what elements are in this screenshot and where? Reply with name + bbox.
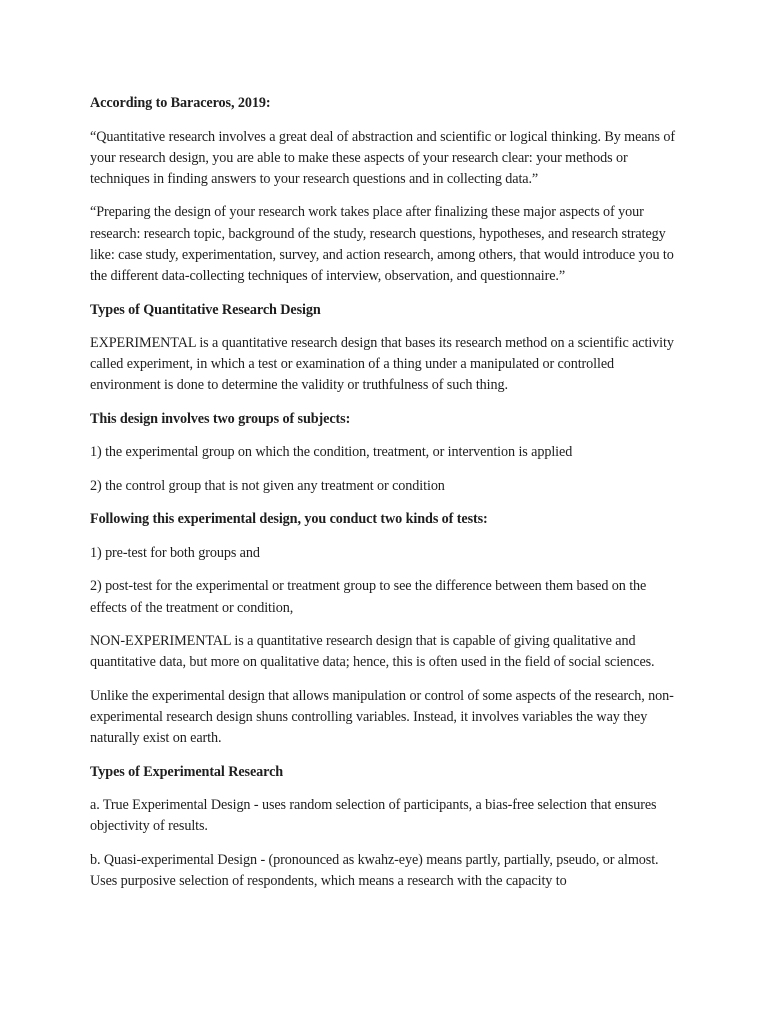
subheading-two-groups: This design involves two groups of subjects: — [90, 410, 351, 427]
true-experimental-item: a. True Experimental Design - uses random selection of participants, a bias-free selection that ensures objectivity of results. — [90, 797, 657, 835]
non-experimental-definition: NON-EXPERIMENTAL is a quantitative research design that is capable of giving qualitative and quantitative data, but more on qualitative data; hence, this is often used in the field of social sciences. — [90, 633, 655, 671]
section-heading-experimental-types: Types of Experimental Research — [90, 763, 284, 780]
list-item-test-1: 1) pre-test for both groups and — [90, 544, 260, 561]
experimental-definition: EXPERIMENTAL is a quantitative research design that bases its research method on a scientific activity called experiment, in which a test or examination of a thing under a manipulated or controlled environment is done to determine the validity or truthfulness of such thing. — [90, 335, 674, 394]
document-body — [90, 93, 686, 905]
list-item-group-2: 2) the control group that is not given any treatment or condition — [90, 477, 445, 494]
source-heading: According to Baraceros, 2019: — [90, 95, 271, 111]
quasi-experimental-item: b. Quasi-experimental Design - (pronounced as kwahz-eye) means partly, partially, pseudo, or almost. Uses purposive selection of respondents, which means a research with the capacity to — [90, 851, 659, 890]
list-item-test-2: 2) post-test for the experimental or treatment group to see the difference between them based on the effects of the treatment or condition, — [90, 578, 647, 616]
quote-paragraph-1: “Quantitative research involves a great deal of abstraction and scientific or logical thinking. By means of your research design, you are able to make these aspects of your research clear: your methods or techniques in finding answers to your research questions and in collecting data.” — [90, 128, 675, 187]
subheading-two-tests: Following this experimental design, you conduct two kinds of tests: — [90, 511, 488, 528]
section-heading-quantitative-types: Types of Quantitative Research Design — [90, 301, 321, 318]
list-item-group-1: 1) the experimental group on which the condition, treatment, or intervention is applied — [90, 444, 573, 461]
quote-paragraph-2: “Preparing the design of your research work takes place after finalizing these major aspects of your research: research topic, background of the study, research questions, hypotheses, and research strategy like: case study, experimentation, survey, and action research, among others, that would introduce you to the different data-collecting techniques of interview, observation, and questionnaire.” — [90, 204, 674, 285]
unlike-paragraph: Unlike the experimental design that allows manipulation or control of some aspects of the research, non-experimental research design shuns controlling variables. Instead, it involves variables the way they naturally exist on earth. — [90, 687, 674, 747]
